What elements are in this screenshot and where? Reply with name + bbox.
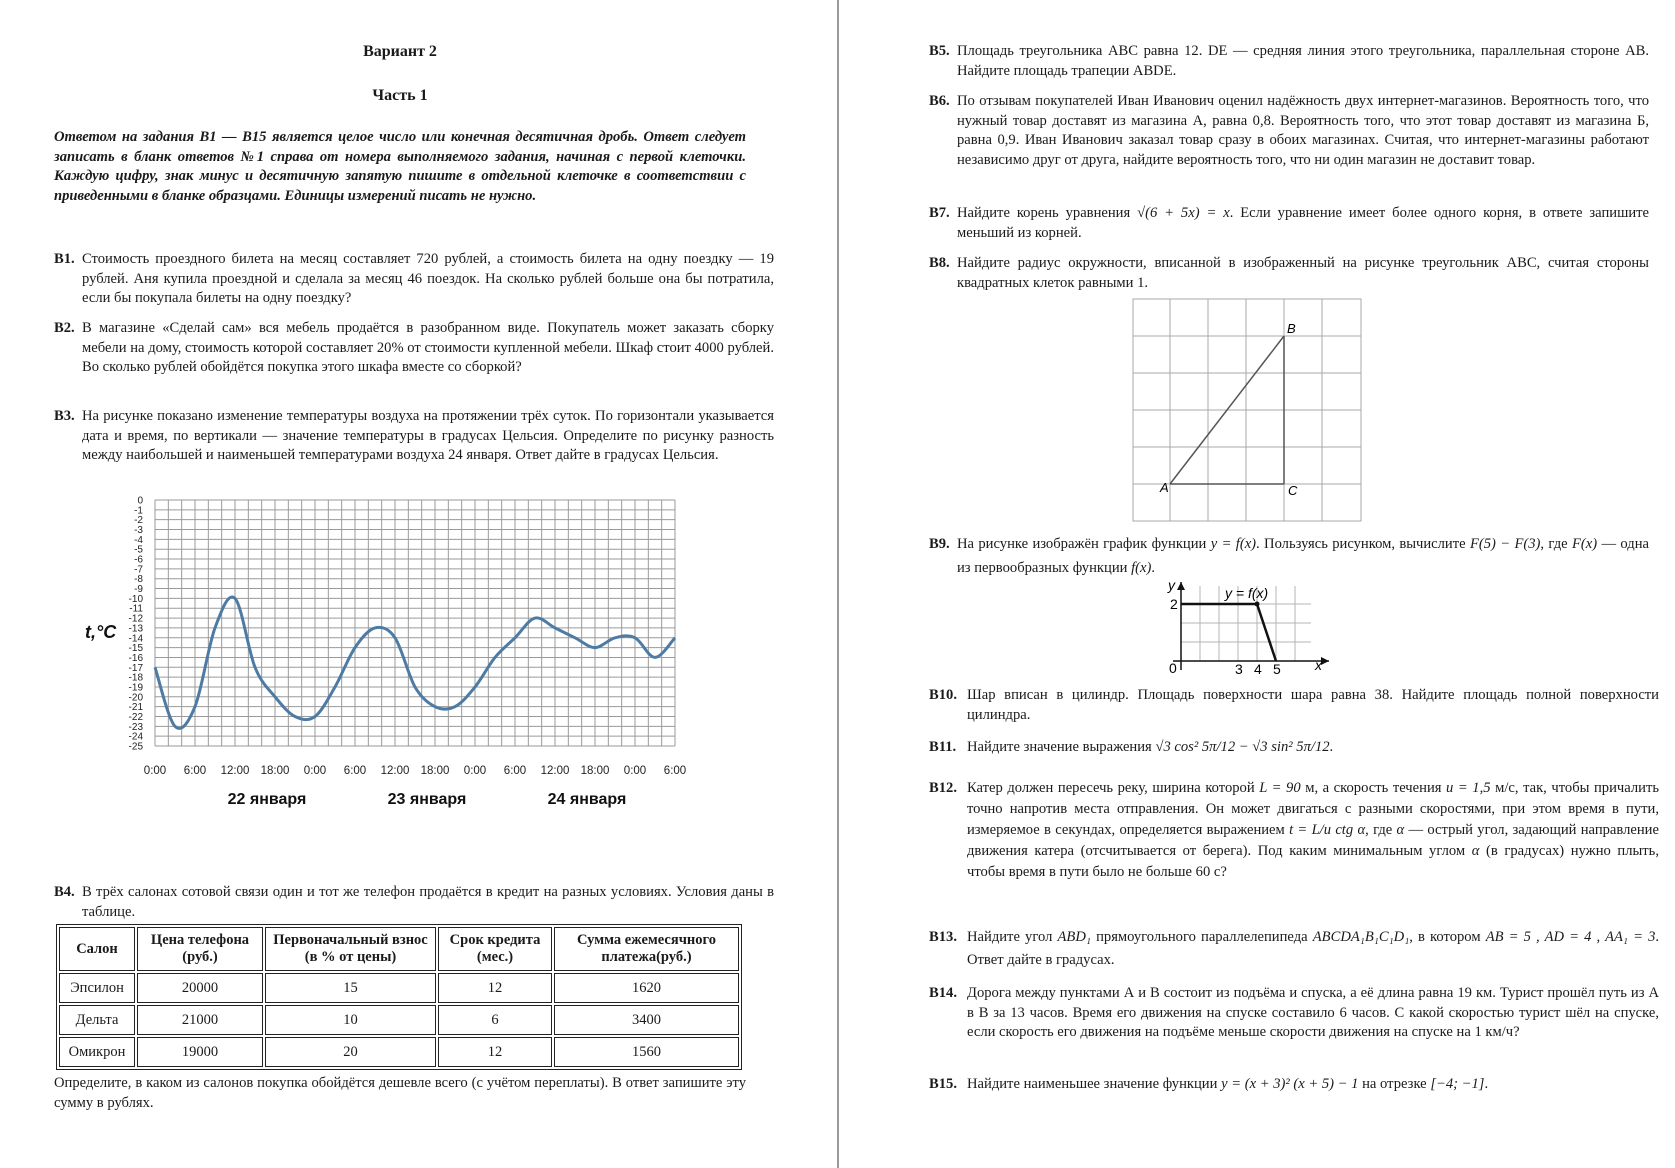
task-b5 (929, 42, 1649, 81)
vertex-label-c: C (1288, 483, 1298, 498)
task-b11 (929, 738, 1659, 758)
header-cell: Сумма ежемесячного платежа(руб.) (554, 927, 739, 971)
y-tick-label: -23 (128, 721, 143, 733)
task-text: Найдите наименьшее значение функции (967, 1076, 1218, 1092)
task-text: По отзывам покупателей Иван Иванович оценил надёжность двух интернет-магазинов. Вероятность того, что нужный товар доставят из магазина А, равна 0,8. Вероятность того, что этот товар доставят из магазина Б, равна 0,9. Иван Иванович заказал товар сразу в обоих магазинах. Считая, что интернет-магазины работают независимо друг от друга, найдите вероятность того, что ни один магазин не доставит товар. (957, 93, 1649, 168)
task-number: В12. (929, 780, 957, 796)
triangle-grid-figure (1132, 298, 1364, 524)
y-tick-label: -25 (128, 741, 143, 753)
y-tick-label: -14 (128, 633, 143, 645)
point (1255, 602, 1260, 607)
task-number: В5. (929, 43, 950, 59)
formula: ABCDA₁B₁C₁D₁ (1312, 929, 1410, 945)
y-tick-label: -5 (134, 544, 143, 556)
task-b15 (929, 1075, 1659, 1095)
x-tick-label: 0:00 (303, 765, 327, 777)
y-tick-label: -4 (134, 534, 143, 546)
task-text: . Если уравнение имеет более одного корня, в ответе запишите меньший из корней. (957, 205, 1649, 241)
task-text: . (1151, 560, 1156, 576)
tick-label-0: 0 (1169, 660, 1177, 674)
formula: [−4; −1] (1430, 1076, 1485, 1092)
y-tick-label: -20 (128, 692, 143, 704)
y-tick-label: -1 (134, 505, 143, 517)
task-text: . Ответ дайте в градусах. (967, 929, 1660, 968)
task-number: В7. (929, 205, 950, 221)
task-b7 (929, 204, 1649, 243)
function-line (1181, 604, 1276, 661)
table-cell: 1620 (554, 973, 739, 1003)
task-text: Найдите значение выражения (967, 739, 1152, 755)
task-text: На рисунке изображён график функции (957, 536, 1207, 552)
table-cell: 3400 (554, 1005, 739, 1035)
formula: u = 1,5 (1446, 780, 1491, 796)
task-b4-question: Определите, в каком из салонов покупка обойдётся дешевле всего (с учётом переплаты). В ответ запишите эту сумму в рублях. (54, 1075, 746, 1111)
task-b10 (929, 686, 1659, 725)
y-tick-label: -11 (129, 603, 143, 615)
x-tick-label: 18:00 (580, 765, 610, 777)
task-text: . (1484, 1076, 1489, 1092)
task-number: В3. (54, 408, 75, 424)
task-b14 (929, 984, 1659, 1043)
task-number: В15. (929, 1076, 957, 1092)
formula: α (1396, 822, 1405, 838)
task-number: В4. (54, 884, 75, 900)
temperature-chart (60, 488, 780, 878)
task-number: В1. (54, 251, 75, 267)
table-cell: 20000 (137, 973, 263, 1003)
day-label: 22 января (227, 791, 307, 808)
table-cell: 10 (265, 1005, 436, 1035)
formula: √3 cos² 5π/12 − √3 sin² 5π/12 (1155, 739, 1330, 755)
y-tick-label: -24 (128, 731, 143, 743)
y-axis-label: t,°C (85, 621, 117, 642)
x-tick-label: 6:00 (503, 765, 527, 777)
x-tick-label: 0:00 (143, 765, 167, 777)
x-tick-label: 18:00 (260, 765, 290, 777)
part-title: Часть 1 (372, 87, 428, 104)
x-tick-label: 18:00 (420, 765, 450, 777)
vertex-label-a: A (1160, 480, 1169, 495)
x-axis-arrow (1321, 657, 1329, 665)
task-text: Площадь треугольника ABC равна 12. DE — средняя линия этого треугольника, параллельная стороне AB. Найдите площадь трапеции ABDE. (957, 43, 1649, 79)
task-text: , в котором (1409, 929, 1481, 945)
formula: y = f(x) (1210, 536, 1257, 552)
y-tick-label: -10 (128, 593, 143, 605)
x-tick-label: 0:00 (463, 765, 487, 777)
task-text: Дорога между пунктами А и В состоит из подъёма и спуска, а её длина равна 19 км. Турист прошёл путь из А в В за 13 часов. Время его движения на спуске составило 6 часов. С какой скоростью турист шёл на спуске, если скорость его движения на подъёме меньше скорости движения на спуске на 1 км/ч? (967, 985, 1659, 1041)
x-tick-label: 12:00 (380, 765, 410, 777)
task-text: Стоимость проездного билета на месяц составляет 720 рублей, а стоимость билета на одну поездку — 19 рублей. Аня купила проездной и сделала за месяц 46 поездок. На сколько рублей больше она бы потратила, если бы покупала билеты на одну поездку? (82, 251, 774, 307)
task-b1 (54, 250, 774, 309)
equation-formula: √(6 + 5x) = x (1137, 205, 1230, 221)
y-tick-label: -18 (128, 672, 143, 684)
table-header-row (59, 927, 739, 971)
table-cell: 20 (265, 1037, 436, 1067)
header-cell: Салон (59, 927, 135, 971)
y-tick-label: -17 (128, 662, 143, 674)
tick-label-3: 3 (1235, 661, 1243, 674)
table-cell: Эпсилон (59, 973, 135, 1003)
table-row (59, 1037, 739, 1067)
table-cell: 19000 (137, 1037, 263, 1067)
table-cell: 15 (265, 973, 436, 1003)
x-tick-label: 12:00 (220, 765, 250, 777)
task-b8 (929, 254, 1649, 293)
table-cell: 6 (438, 1005, 552, 1035)
formula: f(x) (1131, 560, 1152, 576)
task-text: м/с, так, чтобы причалить точно напротив места отправления. Он может двигаться с разными скоростями, при этом время в пути, измеряемое в секундах, определяется выражением (967, 780, 1659, 838)
y-tick-label: -22 (128, 711, 143, 723)
header-cell: Цена телефона (руб.) (137, 927, 263, 971)
task-number: В6. (929, 93, 950, 109)
task-b13 (929, 926, 1659, 972)
day-label: 23 января (387, 791, 467, 808)
task-b3 (54, 407, 774, 466)
function-graph (1161, 578, 1341, 674)
formula: α (1471, 843, 1480, 859)
y-tick-label: -15 (128, 643, 143, 655)
y-tick-label: -19 (128, 682, 143, 694)
table-row (59, 973, 739, 1003)
y-tick-label: 0 (137, 495, 143, 507)
task-text: Катер должен пересечь реку, ширина которой (967, 780, 1255, 796)
task-number: В10. (929, 687, 957, 703)
y-axis-arrow (1177, 582, 1185, 590)
task-number: В9. (929, 536, 950, 552)
formula: F(5) − F(3) (1469, 536, 1541, 552)
temperature-series-line (155, 597, 675, 728)
task-number: В14. (929, 985, 957, 1001)
task-text: Шар вписан в цилиндр. Площадь поверхности шара равна 38. Найдите площадь полной поверхности цилиндра. (967, 687, 1659, 723)
task-number: В11. (929, 739, 957, 755)
y-tick-label: -3 (134, 525, 143, 537)
x-tick-label: 6:00 (663, 765, 687, 777)
task-text: — одна из первообразных функции (957, 536, 1650, 576)
task-text: . (1329, 739, 1334, 755)
formula: y = (x + 3)² (x + 5) − 1 (1221, 1076, 1359, 1092)
credit-table (56, 924, 742, 1070)
right-page (839, 0, 1675, 1168)
table-cell: 21000 (137, 1005, 263, 1035)
x-tick-label: 12:00 (540, 765, 570, 777)
y-tick-label: -9 (134, 584, 143, 596)
variant-title: Вариант 2 (363, 43, 437, 60)
y-axis-label: y (1168, 578, 1175, 593)
vertex-label-b: B (1287, 321, 1296, 336)
formula: F(x) (1571, 536, 1598, 552)
task-number: В2. (54, 320, 75, 336)
function-label: y = f(x) (1225, 585, 1269, 601)
x-tick-label: 6:00 (343, 765, 367, 777)
task-text: Найдите корень уравнения (957, 205, 1131, 221)
table-cell: 12 (438, 1037, 552, 1067)
y-tick-label: -6 (134, 554, 143, 566)
task-text: Найдите радиус окружности, вписанной в изображенный на рисунке треугольник ABC, считая стороны квадратных клеток равными 1. (957, 255, 1649, 291)
y-tick-label: -13 (128, 623, 143, 635)
task-b2 (54, 319, 774, 378)
formula: L = 90 (1259, 780, 1301, 796)
y-tick-label: -7 (134, 564, 143, 576)
table-cell: 12 (438, 973, 552, 1003)
formula: AB = 5 , AD = 4 , AA₁ = 3 (1485, 929, 1656, 945)
y-tick-label: -2 (134, 515, 143, 527)
table-cell: Омикрон (59, 1037, 135, 1067)
x-axis-label: x (1315, 657, 1322, 673)
task-text: прямоугольного параллелепипеда (1096, 929, 1308, 945)
task-text: — острый угол, задающий направление движения катера (отсчитывается от берега). Под каким минимальным углом (967, 822, 1659, 859)
tick-label-2: 2 (1170, 596, 1178, 612)
task-number: В8. (929, 255, 950, 271)
task-text: В магазине «Сделай сам» вся мебель продаётся в разобранном виде. Покупатель может заказать сборку мебели на дому, стоимость которой составляет 20% от стоимости купленной мебели. Шкаф стоит 4000 рублей. Во сколько рублей обойдётся покупка этого шкафа вместе со сборкой? (82, 320, 774, 376)
task-text: Найдите угол (967, 929, 1053, 945)
task-text: на отрезке (1362, 1076, 1427, 1092)
task-text: , где (1365, 822, 1393, 838)
task-text: На рисунке показано изменение температуры воздуха на протяжении трёх суток. По горизонтали указывается дата и время, по вертикали — значение температуры в градусах Цельсия. Определите по рисунку разность между наибольшей и наименьшей температурами воздуха 24 января. Ответ дайте в градусах Цельсия. (82, 408, 774, 464)
task-text: , где (1540, 536, 1568, 552)
y-tick-label: -16 (128, 652, 143, 664)
task-text: (в градусах) нужно плыть, чтобы время в пути было не больше 60 с? (967, 843, 1659, 880)
task-b12 (929, 778, 1659, 883)
tick-label-5: 5 (1273, 661, 1281, 674)
y-tick-label: -8 (134, 574, 143, 586)
task-b4 (54, 883, 774, 922)
day-label: 24 января (547, 791, 627, 808)
formula: t = L/u ctg α (1289, 822, 1366, 838)
task-text: м, а скорость течения (1305, 780, 1442, 796)
x-tick-label: 0:00 (623, 765, 647, 777)
task-number: В13. (929, 929, 957, 945)
task-b6 (929, 92, 1649, 170)
y-tick-label: -21 (128, 702, 143, 714)
formula: ABD₁ (1057, 929, 1091, 945)
header-cell: Первоначальный взнос (в % от цены) (265, 927, 436, 971)
task-text: . Пользуясь рисунком, вычислите (1256, 536, 1466, 552)
task-b9 (929, 532, 1649, 580)
instructions: Ответом на задания В1 — В15 является целое число или конечная десятичная дробь. Ответ следует записать в бланк ответов №1 справа от номера выполняемого задания, начиная с первой клеточки. Каждую цифру, знак минус и десятичную запятую пишите в отдельной клеточке в соответствии с приведенными в бланке образцами. Единицы измерений писать не нужно. (54, 129, 746, 204)
table-cell: 1560 (554, 1037, 739, 1067)
x-tick-label: 6:00 (183, 765, 207, 777)
table-cell: Дельта (59, 1005, 135, 1035)
tick-label-4: 4 (1254, 661, 1262, 674)
task-text: В трёх салонах сотовой связи один и тот же телефон продаётся в кредит на разных условиях. Условия даны в таблице. (82, 884, 774, 920)
header-cell: Срок кредита (мес.) (438, 927, 552, 971)
y-tick-label: -12 (128, 613, 143, 625)
table-row (59, 1005, 739, 1035)
